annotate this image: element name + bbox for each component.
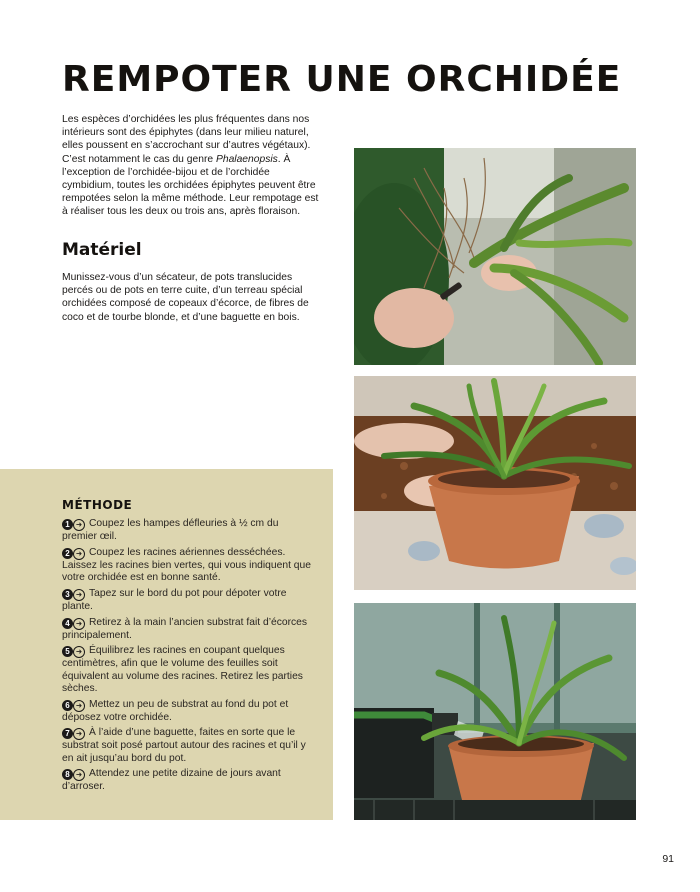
photo-cutting-roots: [354, 148, 636, 365]
arrow-right-icon: ➜: [73, 589, 85, 601]
step-number-badge: 5: [62, 646, 73, 657]
step-number-badge: 2: [62, 548, 73, 559]
intro-paragraph: [62, 113, 320, 219]
step-2: [62, 547, 314, 584]
photo-potting-image: [354, 376, 636, 590]
arrow-right-icon: ➜: [73, 700, 85, 712]
step-6: [62, 699, 314, 724]
step-number-badge: 6: [62, 700, 73, 711]
step-number-badge: 8: [62, 769, 73, 780]
photo-watering-image: [354, 603, 636, 820]
method-steps: [62, 518, 314, 797]
step-7: [62, 727, 314, 764]
step-text: Retirez à la main l’ancien substrat fait d’écorces principalement.: [62, 616, 308, 641]
step-5: [62, 645, 314, 695]
arrow-right-icon: ➜: [73, 769, 85, 781]
step-number-badge: 1: [62, 519, 73, 530]
step-text: Mettez un peu de substrat au fond du pot et déposez votre orchidée.: [62, 698, 289, 723]
step-text: À l’aide d’une baguette, faites en sorte que le substrat soit posé partout autour des racines et qu’il y en ait jusqu’au bord du pot.: [62, 727, 306, 764]
step-text: Équilibrez les racines en coupant quelques centimètres, afin que le volume des feuilles soit équivalent au volume des racines. Retirez les parties sèches.: [62, 645, 303, 694]
intro-text-1: Les espèces d’orchidées les plus fréquentes dans nos intérieurs sont des épiphytes (dans leur milieu naturel, elles poussent en s’accrochant sur d’autres végétaux). C’est notamment le cas du genre: [62, 114, 311, 165]
page-title: REMPOTER UNE ORCHIDÉE: [62, 59, 622, 100]
genus-name: Phalaenopsis: [215, 153, 278, 165]
method-heading: MÉTHODE: [62, 498, 133, 512]
arrow-right-icon: ➜: [73, 618, 85, 630]
photo-potting: [354, 376, 636, 590]
page-number: 91: [662, 853, 674, 865]
photo-cutting-roots-image: [354, 148, 636, 365]
arrow-right-icon: ➜: [73, 646, 85, 658]
step-number-badge: 7: [62, 728, 73, 739]
step-3: [62, 588, 314, 613]
arrow-right-icon: ➜: [73, 728, 85, 740]
step-number-badge: 4: [62, 618, 73, 629]
step-text: Attendez une petite dizaine de jours avant d’arroser.: [62, 768, 281, 793]
arrow-right-icon: ➜: [73, 519, 85, 531]
step-text: Coupez les hampes défleuries à ½ cm du premier œil.: [62, 518, 279, 542]
step-text: Coupez les racines aériennes desséchées. Laissez les racines bien vertes, qui vous indiquent que votre orchidée est en bonne santé.: [62, 546, 311, 583]
materiel-heading: Matériel: [62, 240, 142, 260]
arrow-right-icon: ➜: [73, 548, 85, 560]
step-8: [62, 768, 314, 793]
materiel-paragraph: Munissez-vous d’un sécateur, de pots translucides percés ou de pots en terre cuite, d’un terreau spécial orchidées composé de copeaux d’écorce, de fibres de coco et de tourbe blonde, et d’une baguette en bois.: [62, 272, 309, 323]
step-text: Tapez sur le bord du pot pour dépoter votre plante.: [62, 587, 287, 612]
photo-watering: [354, 603, 636, 820]
step-4: [62, 617, 314, 642]
step-1: [62, 518, 314, 543]
step-number-badge: 3: [62, 589, 73, 600]
intro-text-2: . À l’exception de l’orchidée-bijou et de l’orchidée cymbidium, toutes les orchidées épiphytes peuvent être rempotées selon la même méthode. Leur rempotage est à réaliser tous les deux ou trois ans, après floraison.: [62, 153, 319, 218]
